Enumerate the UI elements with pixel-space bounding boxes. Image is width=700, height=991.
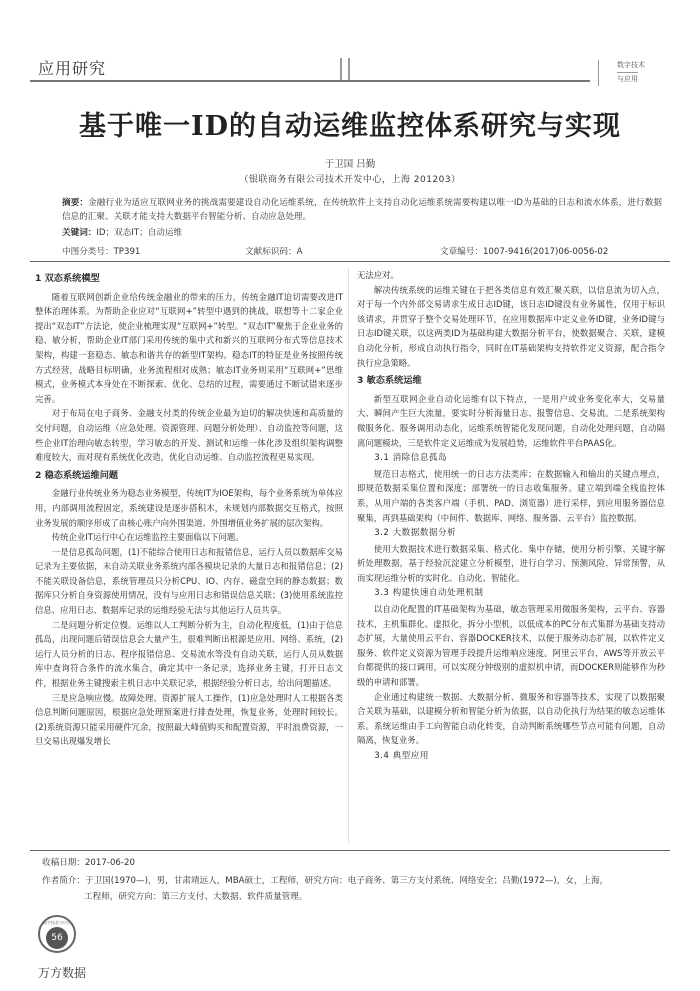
article-affiliation: （银联商务有限公司技术开发中心，上海 201203） bbox=[239, 175, 461, 185]
paragraph: 二是问题分析定位慢。运维以人工判断分析为主，自动化程度低，(1)由于信息孤岛，出现问题后错误信息会大量产生，很难判断出根源是应用、网络、系统，(2)运行人员分析的日志、程序报错信息、交易流水等没有自动关联，运行人员从数据库中查询符合条件的流水集合，确定其中一条记录，选择业务主键，打开日志文件，根据业务主键搜索主机日志中关联记录，根据经验分析日志，给出问题描述。 bbox=[35, 619, 343, 689]
paragraph: 随着互联网创新企业给传统金融业的带来的压力，传统金融IT迫切需要改进IT整体治理体系。为帮助企业应对“互联网+”转型中遇到的挑战，联想等十二家企业提出“双态IT”方法论，使企业梳理实现“互联网+”转型。“双态IT”聚焦于企业业务的稳、敏分析，帮助企业IT部门采用传统的集中式和新兴的互联网分布式等信息技术架构，构建一套稳态、敏态和谐共存的新型IT架构。稳态IT的特征是业务按照传统方式经营，战略目标明确，业务流程相对成熟；敏态IT业务则采用“互联网+”思维模式，业务模式本身处在不断探索、优化、总结的过程，需要通过不断试错来逐步完善。 bbox=[35, 291, 343, 404]
meta-rule bbox=[30, 261, 670, 262]
section-label: 应用研究 bbox=[38, 59, 107, 78]
page-number: 56 bbox=[46, 927, 68, 949]
document-code: 文献标识码：A bbox=[245, 247, 303, 257]
journal-logo-line1: 数字技术 bbox=[617, 61, 645, 69]
paragraph: 使用大数据技术进行数据采集、格式化、集中存储，使用分析引擎、关键字解析处理数据，基于经验沉淀建立分析模型，进行自学习、预测风险、异常预警，从而实现运维分析的实时化、自动化、智能化。 bbox=[357, 543, 665, 583]
keywords bbox=[62, 226, 182, 238]
section-heading: 3 敏态系统运维 bbox=[357, 375, 422, 387]
section-heading: 1 双态系统模型 bbox=[35, 273, 100, 284]
subsection-heading: 3.4 典型应用 bbox=[374, 751, 429, 761]
journal-logo-line2: 与应用 bbox=[617, 72, 638, 84]
paragraph: 金融行业传统业务为稳态业务模型，传统IT为IOE架构，每个业务系统为单体应用，内部调用流程固定，系统建设是逐步搭积木，未规划内部数据交互格式，按照业务发展的顺序形成了由核心账户向外围渠道、外围增值业务扩展的层次架构。 bbox=[35, 488, 343, 528]
header-rule bbox=[30, 80, 590, 82]
subsection-heading: 3.3 构建快速自动处理机制 bbox=[374, 588, 484, 599]
footer-rule bbox=[30, 850, 670, 851]
keywords-text: ID；双态IT；自动运维 bbox=[96, 228, 183, 238]
author-bio bbox=[42, 873, 662, 905]
clc-number: 中图分类号：TP391 bbox=[62, 247, 141, 257]
paragraph: 对于布局在电子商务、金融支付类的传统企业最为迫切的解决快速和高质量的交付问题，自动运维（应急处理、资源管理、问题分析处理）、自动监控等问题，这些企业IT治理向敏态转型，学习敏态的开发、测试和运维一体化涉及组织架构调整难度较大，而对现有系统优化改造，优化自动运维、自动监控流程更易实现。 bbox=[35, 408, 343, 463]
abstract bbox=[62, 196, 662, 224]
paragraph: 三是应急响应慢。故障处理、资源扩展人工操作，(1)应急处理时人工根据各类信息判断问题原因，根据应急处理预案进行排查处理，恢复业务，处理时间较长。(2)系统资源只能采用硬件冗余，按照最大峰值购买和配置资源，平时浪费资源，一旦交易出现爆发增长 bbox=[35, 692, 343, 747]
abstract-text: 金融行业为适应互联网业务的挑战需要建设自动化运维系统，在传统软件上支持自动化运维系统需要构建以唯一ID为基础的日志和流水体系，进行数据信息的汇聚、关联才能支持大数据平台智能分析、自动应急处理。 bbox=[62, 198, 662, 222]
author-bio-line1: 于卫国(1970—)，男，甘肃靖远人，MBA硕士，工程师，研究方向：电子商务、第三方支付系统、网络安全；吕勤(1972—)，女，上海， bbox=[84, 876, 609, 886]
paragraph: 企业通过构建统一数据、大数据分析、微服务和容器等技术，实现了以数据聚合关联为基础，以建模分析和智能分析为依据，以自动化执行为结果的敏态运维体系。系统运维由手工向智能自动化转变，自动判断系统哪些节点可能有问题，自动隔离，恢复业务。 bbox=[357, 691, 665, 746]
paragraph: 规范日志格式，使用统一的日志方法类库；在数据输入和输出的关键点埋点，即规范数据采集位置和深度；部署统一的日志收集服务。建立端到端全栈监控体系，从用户端的各类客户端（手机、PAD、浏览器）进行采样，到应用服务器信息聚集，再到基础架构（中间件、数据库、网络、服务器、云平台）监控数据。 bbox=[357, 468, 665, 523]
header-divider-bars bbox=[338, 58, 360, 80]
author-bio-label: 作者简介： bbox=[42, 876, 85, 886]
article-authors: 于卫国 吕勤 bbox=[324, 159, 376, 170]
article-title: 基于唯一ID的自动运维监控体系研究与实现 bbox=[78, 111, 622, 142]
seal-text: 数字技术与应用 bbox=[43, 920, 71, 925]
keywords-label: 关键词： bbox=[62, 228, 97, 238]
section-heading: 2 稳态系统运维问题 bbox=[35, 469, 119, 481]
journal-logo bbox=[598, 60, 669, 86]
received-date: 收稿日期：2017-06-20 bbox=[42, 858, 135, 868]
abstract-label: 摘要： bbox=[62, 198, 89, 208]
column-divider bbox=[348, 268, 349, 843]
paragraph: 无法应对。 bbox=[357, 270, 399, 280]
paragraph: 传统企业IT运行中心在运维监控主要面临以下问题。 bbox=[51, 532, 244, 543]
journal-seal-icon bbox=[38, 915, 76, 953]
paragraph: 一是信息孤岛问题，(1)不能综合使用日志和报错信息，运行人员以数据库交易记录为主要依据，未自动关联业务系统内部各模块记录的大量日志和报错信息；(2)不能关联设备信息，系统管理员只分析CPU、IO、内存、磁盘空间的静态数据；数据库只分析自身资源使用情况，没有与应用日志和错误信息关联；(3)使用系统监控信息、应用日志、数据库记录的运维经验无法与其他运行人员共享。 bbox=[35, 546, 343, 616]
subsection-heading: 3.2 大数据数据分析 bbox=[374, 528, 457, 539]
paragraph: 新型互联网企业自动化运维有以下特点，一是用户或业务变化率大，交易量大、瞬间产生巨大流量，要实时分析海量日志、报警信息、交易流。二是系统架构微服务化、服务调用动态化，运维系统智能化发现问题，自动化处理问题，自动隔离问题模块，三是软件定义运维成为发展趋势，运维软件平台PAAS化。 bbox=[357, 393, 665, 448]
paragraph: 以自动化配置的IT基础架构为基础，敏态管理采用微服务架构，云平台、容器技术，主机集群化、虚拟化，拆分小型机，以低成本的PC分布式集群为基础支持动态扩展，大量使用云平台、容器DOCKER技术，以便于服务动态扩展，以软件定义服务、软件定义资源为管理手段提升运维响应速度。阿里云平台，AWS等开放云平台都提供的接口调用，可以实现分钟级别的虚拟机申请，而DOCKER则能够作为秒级的申请和部署。 bbox=[357, 604, 665, 688]
article-number: 文章编号：1007-9416(2017)06-0056-02 bbox=[440, 247, 609, 257]
right-column bbox=[357, 268, 665, 765]
paragraph: 解决传统系统的运维关键在于把各类信息有效汇聚关联，以信息流为切入点，对于每一个内外部交易请求生成日志ID键，该日志ID键没有业务属性，仅用于标识该请求，并贯穿于整个交易处理环节，在应用数据库中定义业务ID键，业务ID键与日志ID键关联，以这两类ID为基础构建大数据分析平台，使数据聚合、关联，建模自动化分析，形成自动执行指令，同时在IT基础架构支持软件定义资源，配合指令执行应急策略。 bbox=[357, 284, 665, 368]
subsection-heading: 3.1 消除信息孤岛 bbox=[374, 453, 448, 464]
database-brand: 万方数据 bbox=[38, 966, 87, 980]
left-column bbox=[35, 268, 343, 749]
author-bio-line2: 工程师，研究方向：第三方支付、大数据、软件质量管理。 bbox=[84, 892, 308, 902]
